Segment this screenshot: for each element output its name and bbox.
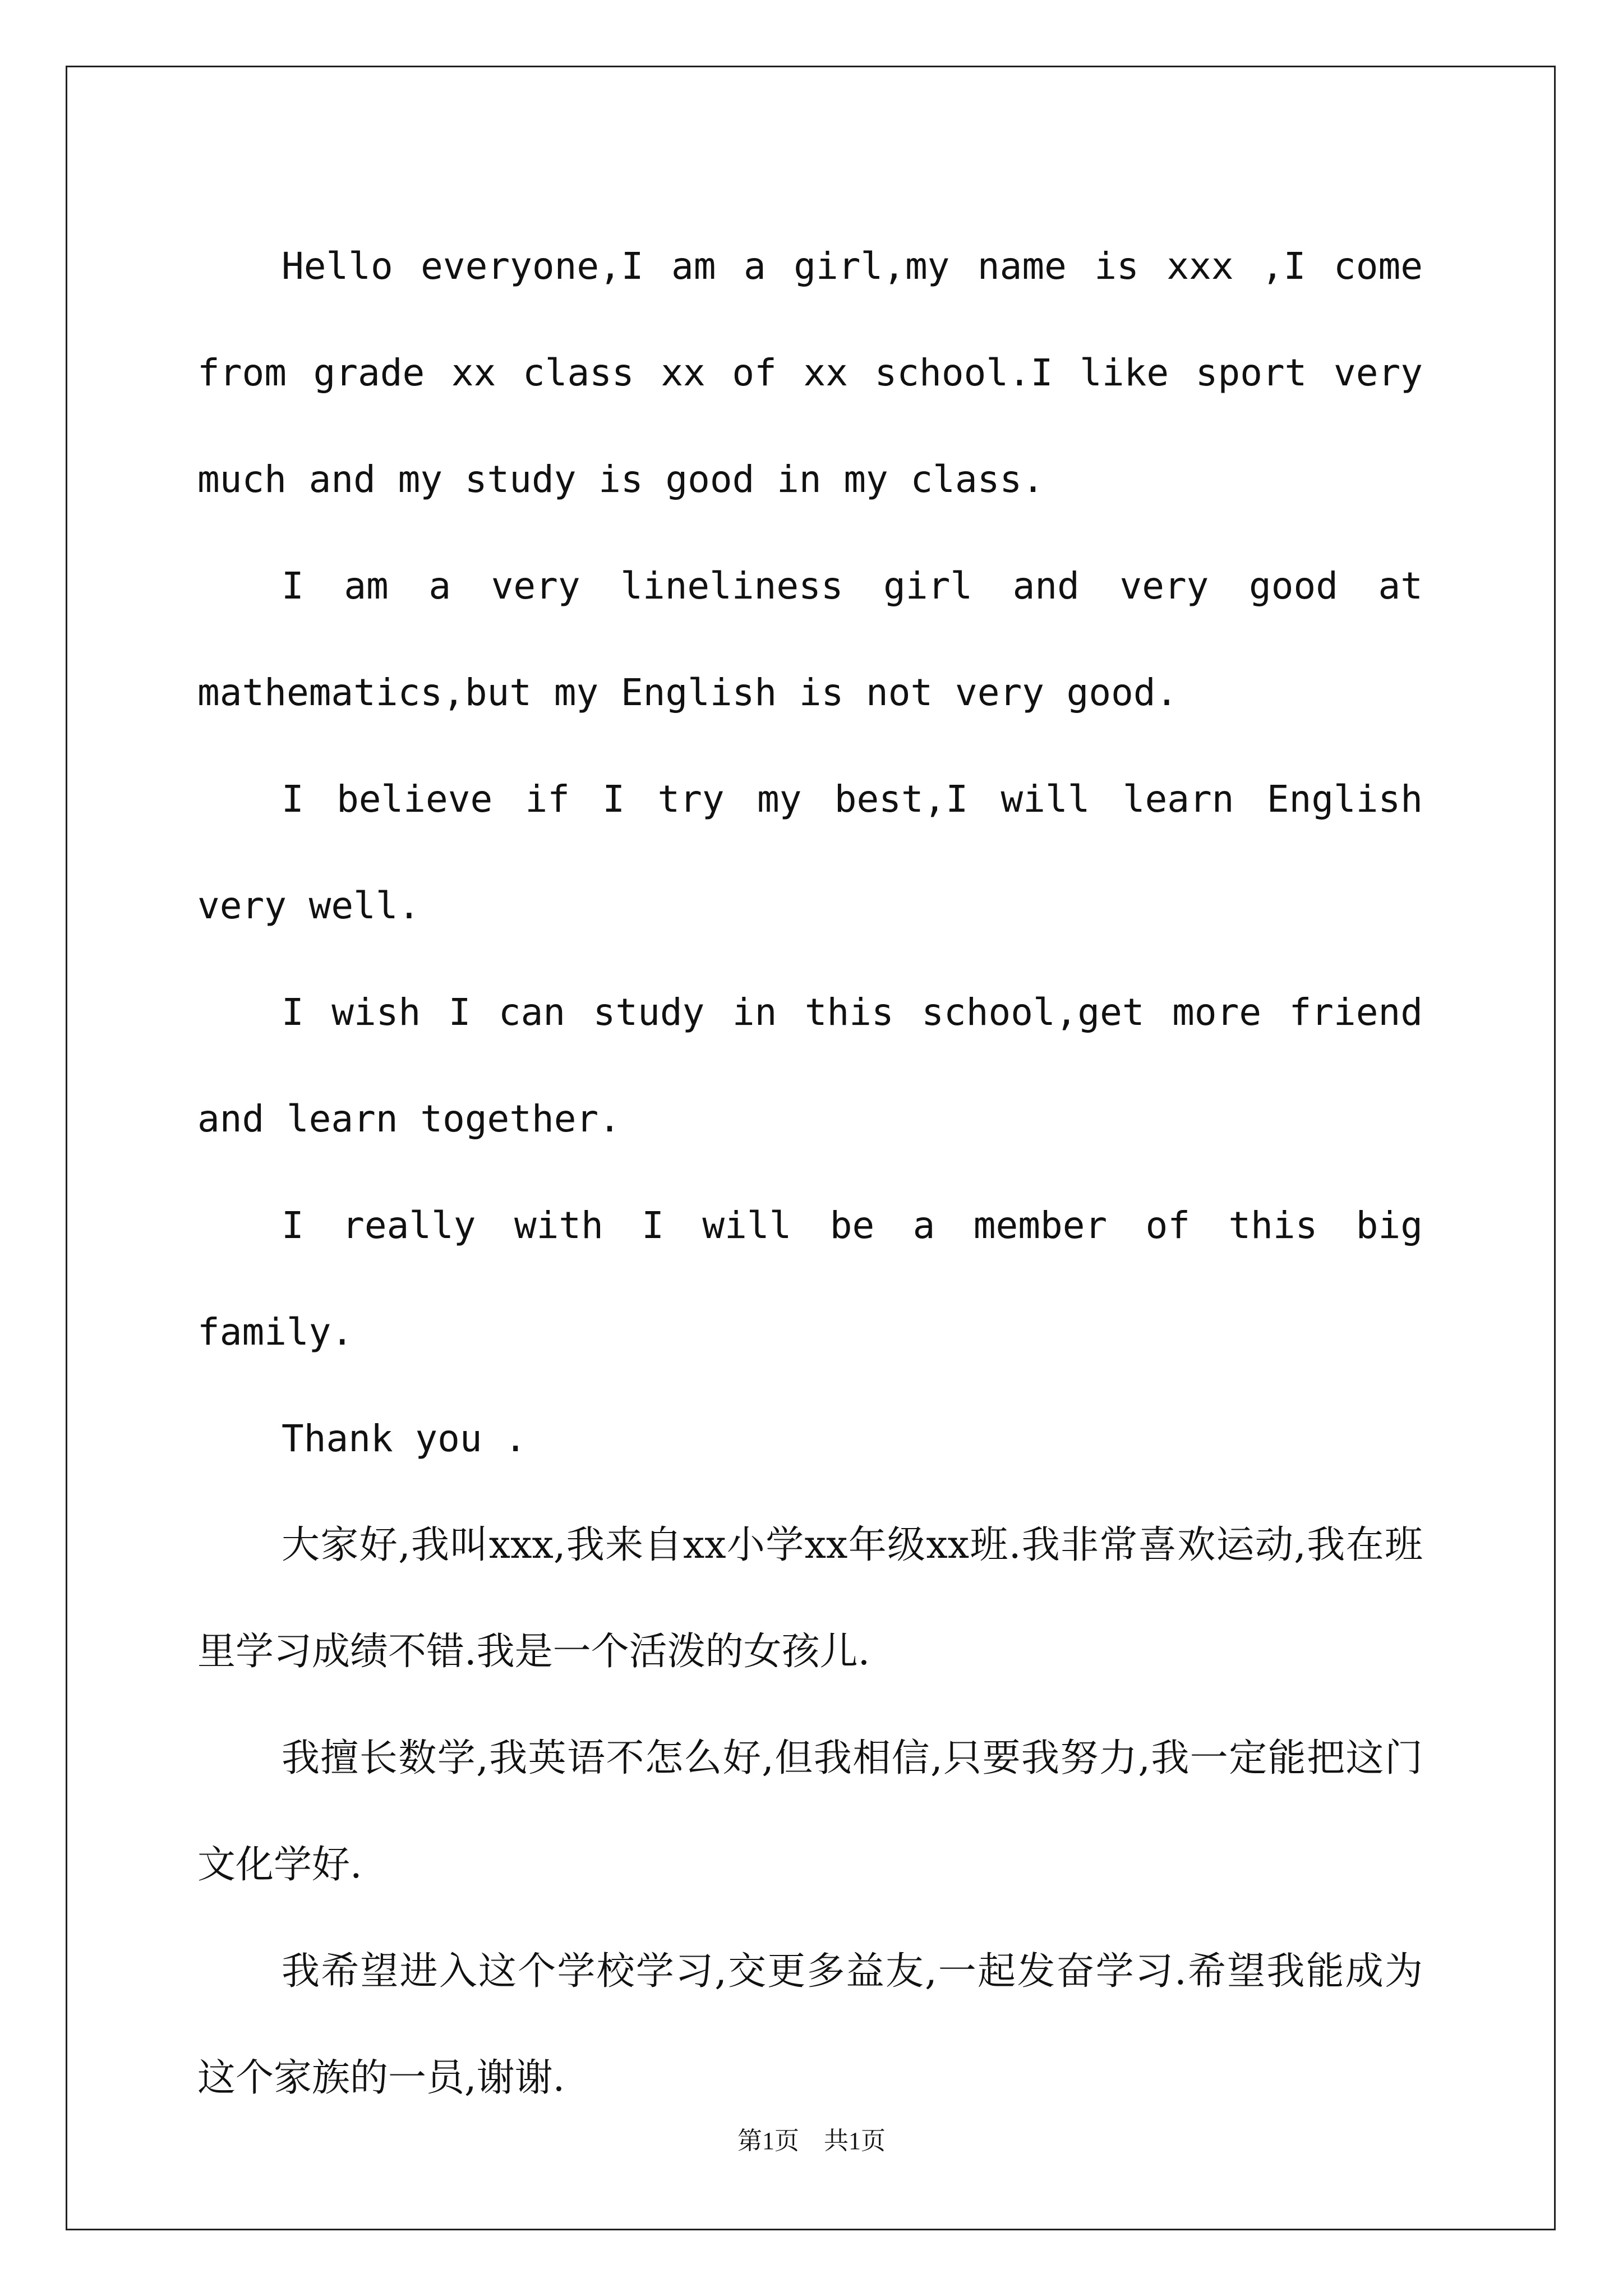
paragraph-thanks: Thank you . — [282, 1417, 527, 1460]
paragraph-belief: I believe if I try my best,I will learn English very well. — [197, 777, 1423, 927]
paragraph-wish: I wish I can study in this school,get more friend and learn together. — [197, 991, 1423, 1140]
paragraph-zh-study: 我擅长数学,我英语不怎么好,但我相信,只要我努力,我一定能把这门文化学好. — [197, 1736, 1423, 1887]
paragraph-personality: I am a very lineliness girl and very good at mathematics,but my English is not very good. — [197, 564, 1423, 714]
paragraph-zh-wish: 我希望进入这个学校学习,交更多益友,一起发奋学习.希望我能成为这个家族的一员,谢谢. — [197, 1949, 1423, 2100]
page-footer: 第1页 共1页 — [737, 2127, 886, 2155]
paragraph-intro: Hello everyone,I am a girl,my name is xxx ,I come from grade xx class xx of xx school.I like sport very much and my study is good in my class. — [197, 245, 1423, 501]
paragraph-family: I really with I will be a member of this big family. — [197, 1204, 1423, 1354]
document-body — [197, 213, 1423, 2132]
paragraph-zh-intro: 大家好,我叫xxx,我来自xx小学xx年级xx班.我非常喜欢运动,我在班里学习成绩不错.我是一个活泼的女孩儿. — [197, 1523, 1423, 1674]
